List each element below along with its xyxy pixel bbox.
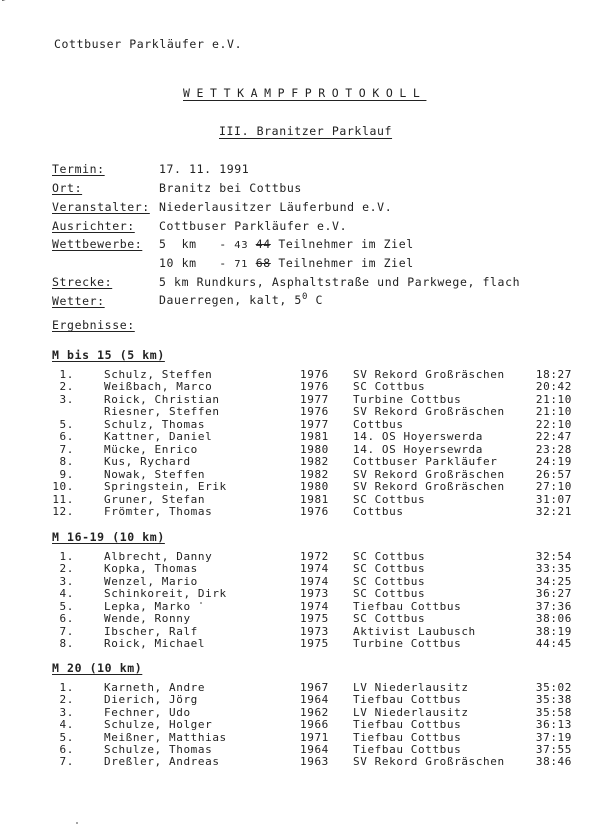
name-cell: Schulz, Steffen [104,368,213,381]
year-cell: 1966 [300,718,329,732]
time-cell: 38:46 [535,755,572,769]
time-cell: 37:36 [535,599,572,613]
veranstalter-label: Veranstalter: [52,200,150,214]
result-row [0,480,605,492]
club-cell: SC Cottbus [353,574,426,588]
club-cell: Turbine Cottbus [353,392,462,406]
club-cell: Cottbuser Parkläufer [353,455,498,469]
time-cell: 38:06 [535,612,572,626]
club-name: Cottbuser Parkläufer e.V. [54,37,243,51]
wetter-text: Dauerregen, kalt, 5 [159,292,302,307]
time-cell: 32:54 [535,550,572,563]
rank-cell: 5. [59,599,74,613]
year-cell: 1976 [300,368,329,381]
rank-cell: 1. [59,550,74,563]
result-row [0,380,605,392]
year-cell: 1973 [300,587,329,601]
result-row [0,755,605,767]
year-cell: 1975 [300,612,329,626]
club-cell: SV Rekord Großräschen [353,480,505,494]
club-cell: SV Rekord Großräschen [353,755,505,769]
veranstalter-value: Niederlausitzer Läuferbund e.V. [159,200,393,214]
wettbewerb-5km-corrected-count: 43 [234,240,249,251]
ausrichter-value: Cottbuser Parkläufer e.V. [159,219,348,233]
year-cell: 1975 [300,637,329,651]
rank-cell: 3. [59,705,74,719]
time-cell: 44:45 [535,637,572,651]
year-cell: 1976 [300,380,329,394]
club-cell: SV Rekord Großräschen [353,368,505,381]
year-cell: 1977 [300,417,329,431]
strecke-label: Strecke: [52,275,113,289]
time-cell: 35:38 [535,693,572,707]
time-cell: 21:10 [535,392,572,406]
strecke-value: 5 km Rundkurs, Asphaltstraße und Parkwege, flach [159,275,521,289]
club-cell: SC Cottbus [353,492,426,506]
year-cell: 1964 [300,743,329,756]
name-cell: Lepka, Marko [104,599,191,613]
section-title-m-20: M 20 (10 km) [52,661,143,675]
section-title-m-16-19: M 16-19 (10 km) [52,530,165,544]
club-cell: SC Cottbus [353,562,426,576]
club-cell: 14. OS Hoyerswerda [353,430,484,444]
club-cell: SV Rekord Großräschen [353,467,505,481]
year-cell: 1976 [300,405,329,419]
club-cell: Tiefbau Cottbus [353,743,462,756]
year-cell: 1967 [300,681,329,694]
result-row [0,681,605,693]
club-cell: Cottbus [353,417,404,431]
time-cell: 33:35 [535,562,572,576]
name-cell: Schinkoreit, Dirk [104,587,227,601]
rank-cell: 7. [59,624,74,638]
scan-corner-mark [2,0,30,11]
club-cell: SC Cottbus [353,380,426,394]
result-row [0,443,605,455]
time-cell: 37:55 [535,743,572,756]
time-cell: 24:19 [535,455,572,469]
result-row [0,587,605,599]
time-cell: 34:25 [535,574,572,588]
result-row [0,368,605,380]
club-cell: Tiefbau Cottbus [353,599,462,613]
year-cell: 1981 [300,430,329,444]
club-cell: Cottbus [353,504,404,518]
year-cell: 1964 [300,693,329,707]
result-row [0,405,605,417]
year-cell: 1980 [300,480,329,494]
rank-cell: 4. [59,718,74,732]
wettbewerb-10km [159,256,414,270]
name-cell: Mücke, Enrico [104,442,198,456]
time-cell: 36:27 [535,587,572,601]
name-cell: Frömter, Thomas [104,504,213,518]
year-cell: 1982 [300,467,329,481]
name-cell: Roick, Michael [104,637,206,651]
club-cell: Tiefbau Cottbus [353,730,462,744]
name-cell: Schulze, Holger [104,718,213,732]
scan-speck [76,822,78,824]
time-cell: 32:21 [535,504,572,518]
degree-mark: 0 [301,292,308,302]
result-row [0,550,605,562]
result-row [0,731,605,743]
wettbewerb-10km-suffix: Teilnehmer im Ziel [278,256,414,270]
year-cell: 1974 [300,562,329,576]
year-cell: 1962 [300,705,329,719]
time-cell: 22:10 [535,417,572,431]
wetter-unit: C [315,292,324,307]
time-cell: 36:13 [535,718,572,732]
ort-label: Ort: [52,181,83,195]
club-cell: 14. OS Hoyersewrda [353,442,484,456]
wetter-value [159,292,323,307]
name-cell: Ibscher, Ralf [104,624,198,638]
name-cell: Kattner, Daniel [104,430,213,444]
rank-cell: 8. [59,455,74,469]
wettbewerb-5km-suffix: Teilnehmer im Ziel [278,237,414,251]
club-cell: Tiefbau Cottbus [353,718,462,732]
termin-label: Termin: [52,162,105,176]
rank-cell: 9. [59,467,74,481]
termin-value: 17. 11. 1991 [159,162,250,176]
name-cell: Wenzel, Mario [104,574,198,588]
document-title: WETTKAMPFPROTOKOLL [183,86,427,100]
time-cell: 21:10 [535,405,572,419]
result-row [0,612,605,624]
wettbewerb-10km-corrected-count: 71 [234,259,249,270]
rank-cell: 4. [59,587,74,601]
rank-cell: 10. [52,480,74,494]
rank-cell: 5. [59,730,74,744]
year-cell: 1973 [300,624,329,638]
name-cell: Gruner, Stefan [104,492,206,506]
result-row [0,430,605,442]
time-cell: 38:19 [535,624,572,638]
rank-cell: 5. [59,417,74,431]
rank-cell: 8. [59,637,74,651]
name-cell: Kus, Rychard [104,455,191,469]
time-cell: 31:07 [535,492,572,506]
rank-cell: 1. [59,368,74,381]
result-row [0,706,605,718]
rank-cell: 7. [59,442,74,456]
club-cell: SC Cottbus [353,587,426,601]
result-row [0,562,605,574]
ort-value: Branitz bei Cottbus [159,181,302,195]
year-cell: 1971 [300,730,329,744]
time-cell: 18:27 [535,368,572,381]
result-row [0,455,605,467]
result-row [0,505,605,517]
rank-cell: 7. [59,755,74,769]
result-row [0,393,605,405]
club-cell: SC Cottbus [353,612,426,626]
wettbewerb-5km-struck-count: 44 [255,237,271,251]
rank-cell: 3. [59,574,74,588]
scan-speck [200,602,202,604]
year-cell: 1977 [300,392,329,406]
time-cell: 22:47 [535,430,572,444]
wettbewerb-5km [159,237,414,251]
year-cell: 1963 [300,755,329,769]
rank-cell: 2. [59,562,74,576]
ausrichter-label: Ausrichter: [52,219,135,233]
time-cell: 26:57 [535,467,572,481]
result-row [0,600,605,612]
name-cell: Fechner, Udo [104,705,191,719]
year-cell: 1980 [300,442,329,456]
year-cell: 1981 [300,492,329,506]
club-cell: Turbine Cottbus [353,637,462,651]
rank-cell: 6. [59,612,74,626]
club-cell: SC Cottbus [353,550,426,563]
event-subtitle: III. Branitzer Parklauf [219,124,393,138]
rank-cell: 11. [52,492,74,506]
time-cell: 35:02 [535,681,572,694]
wettbewerb-10km-struck-count: 68 [255,256,271,270]
rank-cell: 2. [59,380,74,394]
name-cell: Schulze, Thomas [104,743,213,756]
rank-cell: 6. [59,430,74,444]
year-cell: 1974 [300,574,329,588]
rank-cell: 6. [59,743,74,756]
time-cell: 37:19 [535,730,572,744]
year-cell: 1972 [300,550,329,563]
rank-cell: 3. [59,392,74,406]
name-cell: Weißbach, Marco [104,380,213,394]
name-cell: Nowak, Steffen [104,467,206,481]
result-row [0,743,605,755]
ergebnisse-label: Ergebnisse: [52,318,135,332]
time-cell: 23:28 [535,442,572,456]
result-row [0,637,605,649]
section-title-m-bis-15: M bis 15 (5 km) [52,348,165,362]
name-cell: Meißner, Matthias [104,730,227,744]
time-cell: 20:42 [535,380,572,394]
result-row [0,468,605,480]
club-cell: SV Rekord Großräschen [353,405,505,419]
wettbewerbe-label: Wettbewerbe: [52,237,143,251]
name-cell: Roick, Christian [104,392,220,406]
year-cell: 1976 [300,504,329,518]
wettbewerb-10km-distance: 10 km - [159,256,227,270]
rank-cell: 12. [52,504,74,518]
wetter-label: Wetter: [52,294,105,308]
year-cell: 1974 [300,599,329,613]
result-row [0,625,605,637]
club-cell: Aktivist Laubusch [353,624,476,638]
club-cell: Tiefbau Cottbus [353,693,462,707]
name-cell: Karneth, Andre [104,681,206,694]
name-cell: Kopka, Thomas [104,562,198,576]
name-cell: Albrecht, Danny [104,550,213,563]
result-row [0,418,605,430]
rank-cell: 2. [59,693,74,707]
name-cell: Dierich, Jörg [104,693,198,707]
name-cell: Wende, Ronny [104,612,191,626]
name-cell: Dreßler, Andreas [104,755,220,769]
result-row [0,718,605,730]
time-cell: 35:58 [535,705,572,719]
name-cell: Riesner, Steffen [104,405,220,419]
name-cell: Springstein, Erik [104,480,227,494]
result-row [0,693,605,705]
club-cell: LV Niederlausitz [353,681,469,694]
rank-cell: 1. [59,681,74,694]
name-cell: Schulz, Thomas [104,417,206,431]
wettbewerb-5km-distance: 5 km - [159,237,227,251]
result-row [0,575,605,587]
result-row [0,493,605,505]
club-cell: LV Niederlausitz [353,705,469,719]
time-cell: 27:10 [535,480,572,494]
year-cell: 1982 [300,455,329,469]
